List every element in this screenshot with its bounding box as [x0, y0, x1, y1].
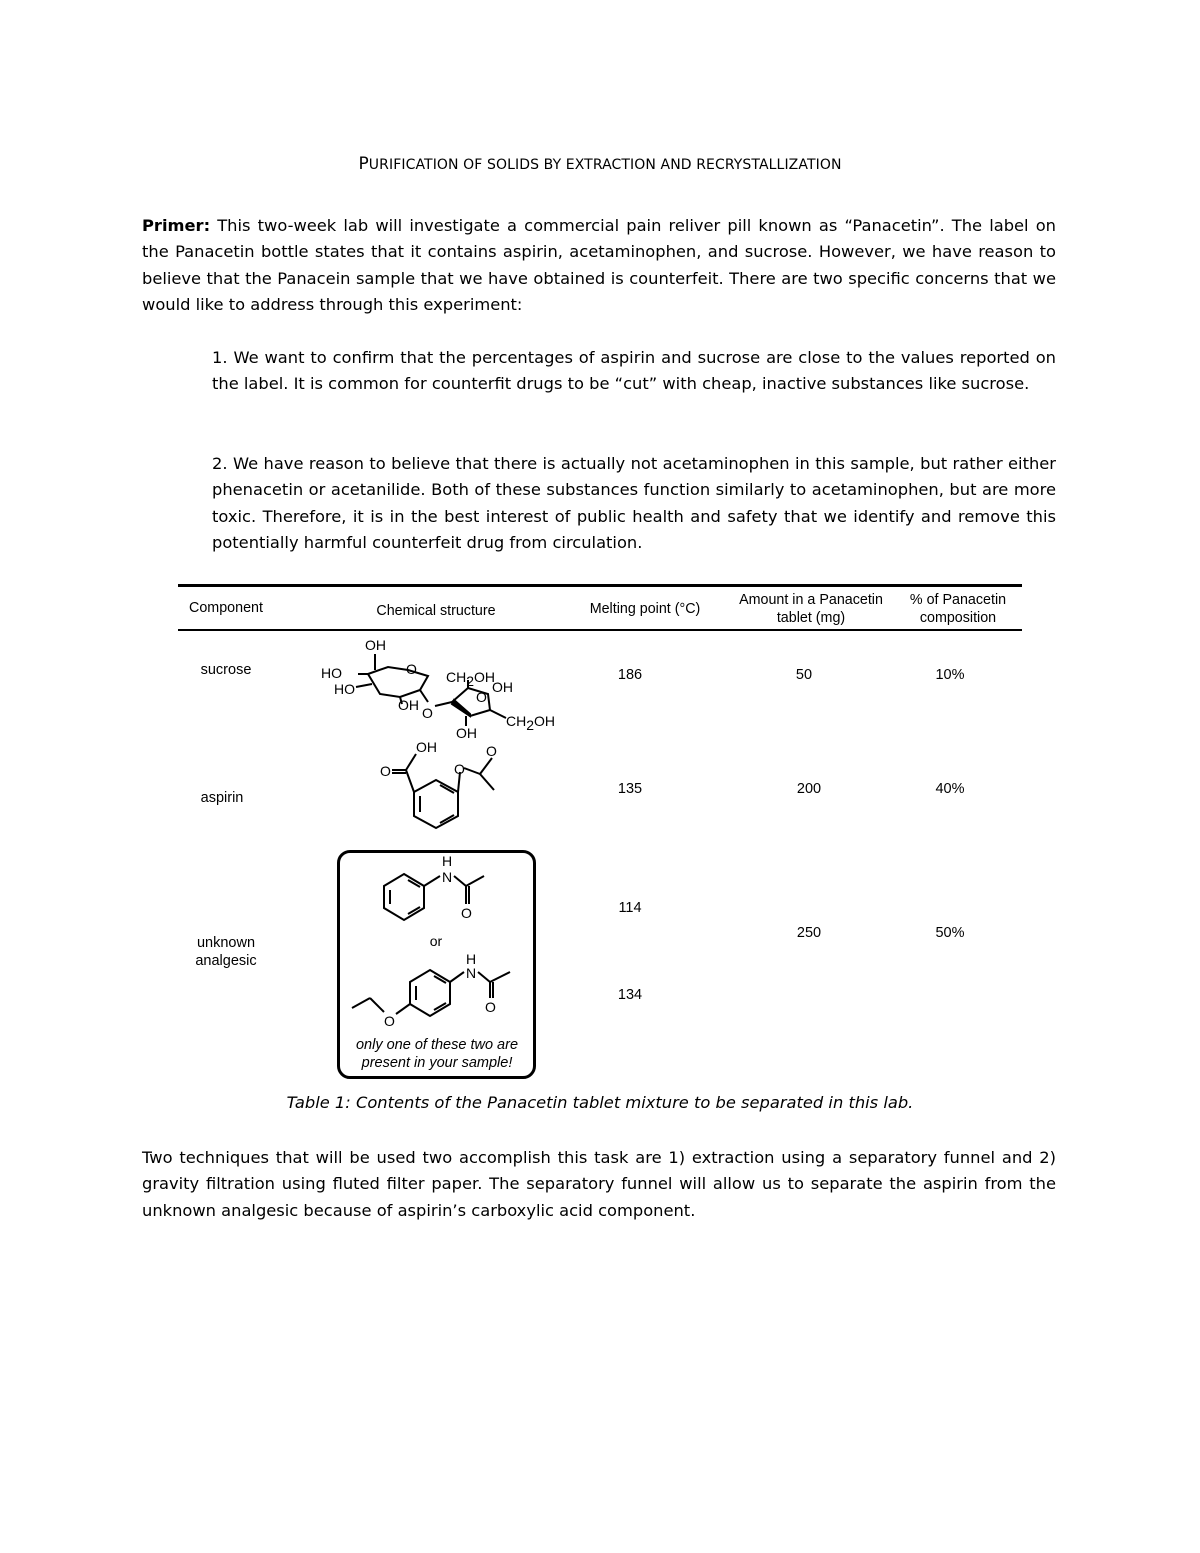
acetanilide-n: N	[442, 869, 453, 885]
document-title	[0, 154, 1200, 174]
row-aspirin-amount: 200	[796, 781, 822, 797]
header-amount: Amount in a Panacetin tablet (mg)	[739, 592, 883, 626]
row-unknown-melting-b: 134	[617, 987, 643, 1003]
structure-or-label: or	[429, 933, 443, 949]
acetanilide-o: O	[461, 905, 472, 921]
concern-1-text: We want to confirm that the percentages of aspirin and sucrose are close to the values reported on the label. It is common for counterfit drugs to be “cut” with cheap, inactive substances like sucrose.	[212, 348, 1056, 394]
sucrose-oh-right: OH	[492, 679, 513, 695]
table-caption	[0, 1093, 1200, 1112]
row-unknown-percent: 50%	[935, 925, 965, 941]
title-rest: URIFICATION OF SOLIDS BY EXTRACTION AND RECRYSTALLIZATION	[368, 157, 842, 173]
aspirin-o-carbonyl: O	[380, 763, 391, 779]
sucrose-ch2oh-1: CH2OH	[446, 669, 496, 689]
primer-text: This two-week lab will investigate a commercial pain reliver pill known as “Panacetin”. The label on the Panacetin bottle states that it contains aspirin, acetaminophen, and sucrose. However, we have reason to believe that the Panacein sample that we have obtained is counterfeit. There are two specific concerns that we would like to address through this experiment:	[142, 216, 1056, 314]
row-aspirin-component: aspirin	[200, 790, 244, 806]
header-component: Component	[189, 600, 263, 616]
table-header-rule	[178, 629, 1022, 631]
sucrose-oh-top: OH	[365, 637, 386, 653]
acetanilide-h: H	[442, 853, 453, 869]
caption-text: Contents of the Panacetin tablet mixture to be separated in this lab.	[355, 1093, 914, 1112]
header-melting: Melting point (°C)	[589, 601, 701, 617]
sucrose-structure	[310, 632, 570, 742]
row-unknown-melting-a: 114	[618, 900, 642, 916]
aspirin-o-acetyl: O	[486, 743, 497, 759]
aspirin-structure	[376, 740, 516, 835]
header-structure: Chemical structure	[376, 603, 496, 619]
phenacetin-structure	[344, 950, 524, 1030]
table-top-rule	[178, 584, 1022, 587]
aspirin-o-ester: O	[454, 761, 465, 777]
sucrose-ring-o: O	[406, 661, 417, 677]
row-aspirin-percent: 40%	[935, 781, 965, 797]
caption-label: Table 1:	[286, 1093, 351, 1112]
concern-2-number: 2.	[212, 454, 228, 473]
box-note: only one of these two are present in your sample!	[355, 1037, 519, 1071]
sucrose-oh-bottom: OH	[456, 725, 477, 741]
title-first-letter: P	[358, 154, 369, 174]
row-sucrose-melting: 186	[617, 667, 643, 683]
sucrose-ch2oh-2: CH2OH	[506, 713, 556, 733]
acetanilide-structure	[380, 852, 500, 922]
concern-2	[212, 451, 1056, 556]
concern-1	[212, 345, 1056, 398]
sucrose-ho-1: HO	[321, 665, 342, 681]
phenacetin-n: N	[466, 965, 477, 981]
phenacetin-o-carbonyl: O	[485, 999, 496, 1015]
row-sucrose-percent: 10%	[935, 667, 965, 683]
primer-label: Primer:	[142, 216, 211, 235]
primer-paragraph	[142, 213, 1056, 318]
aspirin-oh: OH	[416, 739, 437, 755]
concern-2-text: We have reason to believe that there is actually not acetaminophen in this sample, but rather either phenacetin or acetanilide. Both of these substances function similarly to acetaminophen, but are more toxic. Therefore, it is in the best interest of public health and safety that we identify and remove this potentially harmful counterfeit drug from circulation.	[212, 454, 1056, 552]
row-unknown-component: unknown analgesic	[195, 935, 257, 969]
sucrose-link-o: O	[422, 705, 433, 721]
row-sucrose-component: sucrose	[200, 662, 252, 678]
sucrose-ho-2: HO	[334, 681, 355, 697]
header-percent: % of Panacetin composition	[909, 592, 1007, 626]
row-unknown-amount: 250	[796, 925, 822, 941]
sucrose-fructose-o: O	[476, 689, 487, 705]
phenacetin-o-ether: O	[384, 1013, 395, 1029]
phenacetin-h: H	[466, 951, 477, 967]
sucrose-oh-mid: OH	[398, 697, 419, 713]
closing-paragraph: Two techniques that will be used two accomplish this task are 1) extraction using a separatory funnel and 2) gravity filtration using fluted filter paper. The separatory funnel will allow us to separate the aspirin from the unknown analgesic because of aspirin’s carboxylic acid component.	[142, 1148, 1056, 1220]
row-sucrose-amount: 50	[795, 667, 813, 683]
concern-1-number: 1.	[212, 348, 228, 367]
row-aspirin-melting: 135	[617, 781, 643, 797]
